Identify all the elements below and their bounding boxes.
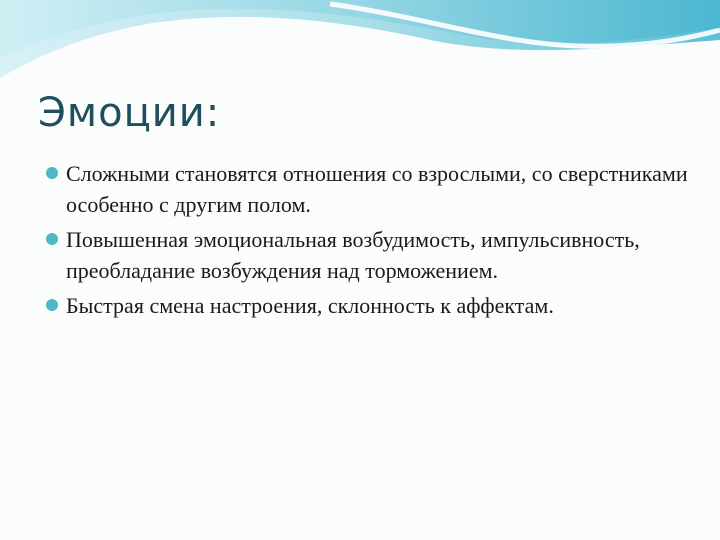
bullet-text: Сложными становятся отношения со взрослыми, со сверстниками особенно с другим полом.: [66, 161, 688, 217]
bullet-dot-icon: [46, 299, 58, 311]
bullet-item: [44, 290, 704, 321]
bullet-list: [44, 158, 704, 325]
bullet-item: [44, 158, 704, 220]
bullet-text: Повышенная эмоциональная возбудимость, импульсивность, преобладание возбуждения над торможением.: [66, 227, 640, 283]
slide-title: Эмоции:: [38, 90, 221, 136]
bullet-text: Быстрая смена настроения, склонность к аффектам.: [66, 293, 554, 318]
bullet-item: [44, 224, 704, 286]
bullet-dot-icon: [46, 167, 58, 179]
bullet-dot-icon: [46, 233, 58, 245]
